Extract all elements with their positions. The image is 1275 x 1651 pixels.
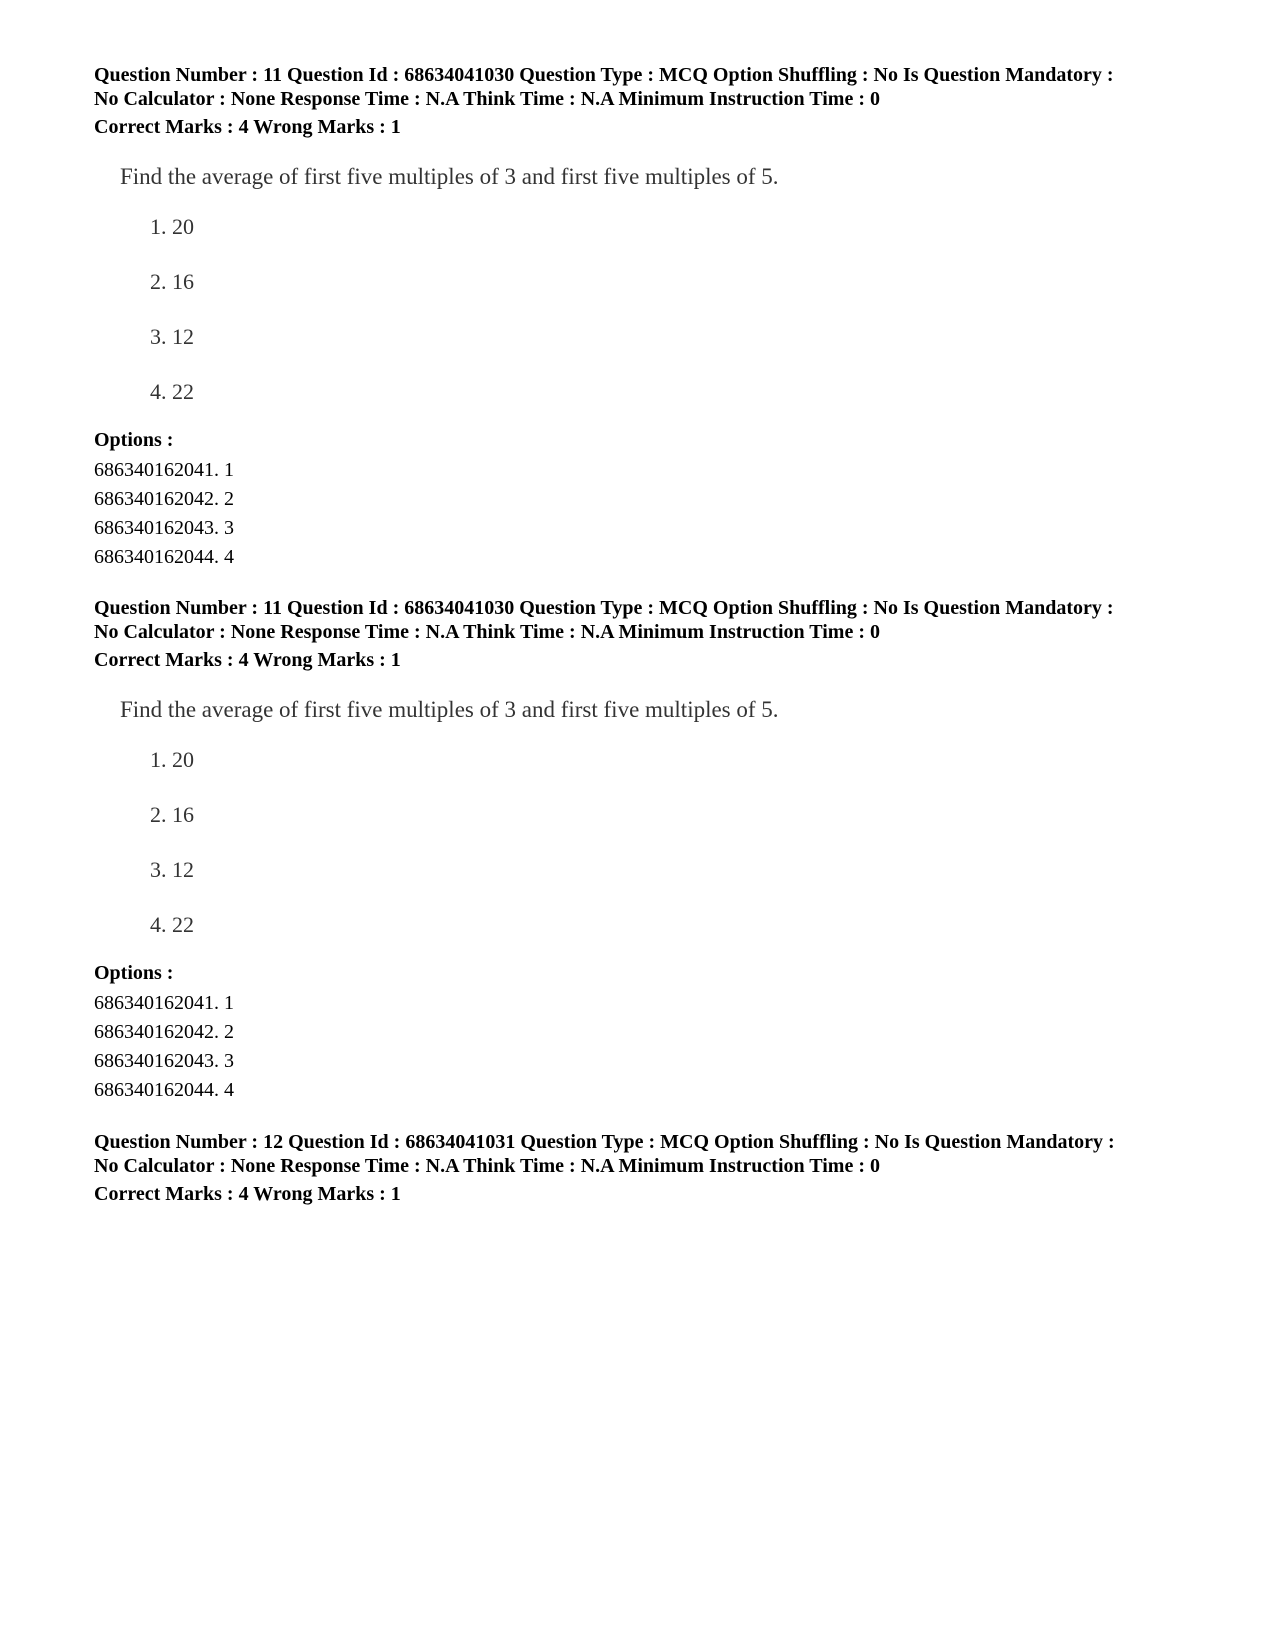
answer-choice: 4. 22 (150, 379, 194, 404)
question-meta-line: No Calculator : None Response Time : N.A Think Time : N.A Minimum Instruction Time : 0 (94, 88, 880, 110)
question-stem: Find the average of first five multiples of 3 and first five multiples of 5. (120, 164, 779, 189)
question-meta-line: Question Number : 12 Question Id : 68634041031 Question Type : MCQ Option Shuffling : No Is Question Mandatory : (94, 1131, 1115, 1153)
option-id-list (94, 456, 1204, 572)
option-id-item: 686340162042. 2 (94, 1021, 234, 1043)
marks-line: Correct Marks : 4 Wrong Marks : 1 (94, 1183, 401, 1205)
options-heading: Options : (94, 429, 174, 451)
option-id-list (94, 989, 1204, 1105)
answer-choices (150, 746, 1204, 939)
question-meta-line: No Calculator : None Response Time : N.A Think Time : N.A Minimum Instruction Time : 0 (94, 1155, 880, 1177)
answer-choice: 4. 22 (150, 912, 194, 937)
question-meta-line: No Calculator : None Response Time : N.A Think Time : N.A Minimum Instruction Time : 0 (94, 621, 880, 643)
marks-line: Correct Marks : 4 Wrong Marks : 1 (94, 116, 401, 138)
option-id-item: 686340162043. 3 (94, 1050, 234, 1072)
option-id-item: 686340162043. 3 (94, 517, 234, 539)
answer-choice: 1. 20 (150, 214, 194, 239)
option-id-item: 686340162041. 1 (94, 459, 234, 481)
question-meta-line: Question Number : 11 Question Id : 68634041030 Question Type : MCQ Option Shuffling : No Is Question Mandatory : (94, 597, 1114, 619)
question-block (94, 1130, 1204, 1206)
answer-choice: 3. 12 (150, 324, 194, 349)
marks-line: Correct Marks : 4 Wrong Marks : 1 (94, 649, 401, 671)
answer-choice: 2. 16 (150, 269, 194, 294)
option-id-item: 686340162042. 2 (94, 488, 234, 510)
answer-choice: 1. 20 (150, 747, 194, 772)
question-block (94, 63, 1204, 572)
option-id-item: 686340162041. 1 (94, 992, 234, 1014)
answer-choice: 2. 16 (150, 802, 194, 827)
option-id-item: 686340162044. 4 (94, 1079, 234, 1101)
answer-choice: 3. 12 (150, 857, 194, 882)
question-meta-line: Question Number : 11 Question Id : 68634041030 Question Type : MCQ Option Shuffling : No Is Question Mandatory : (94, 64, 1114, 86)
options-heading: Options : (94, 962, 174, 984)
question-stem: Find the average of first five multiples of 3 and first five multiples of 5. (120, 697, 779, 722)
answer-choices (150, 213, 1204, 406)
option-id-item: 686340162044. 4 (94, 546, 234, 568)
question-block (94, 596, 1204, 1105)
